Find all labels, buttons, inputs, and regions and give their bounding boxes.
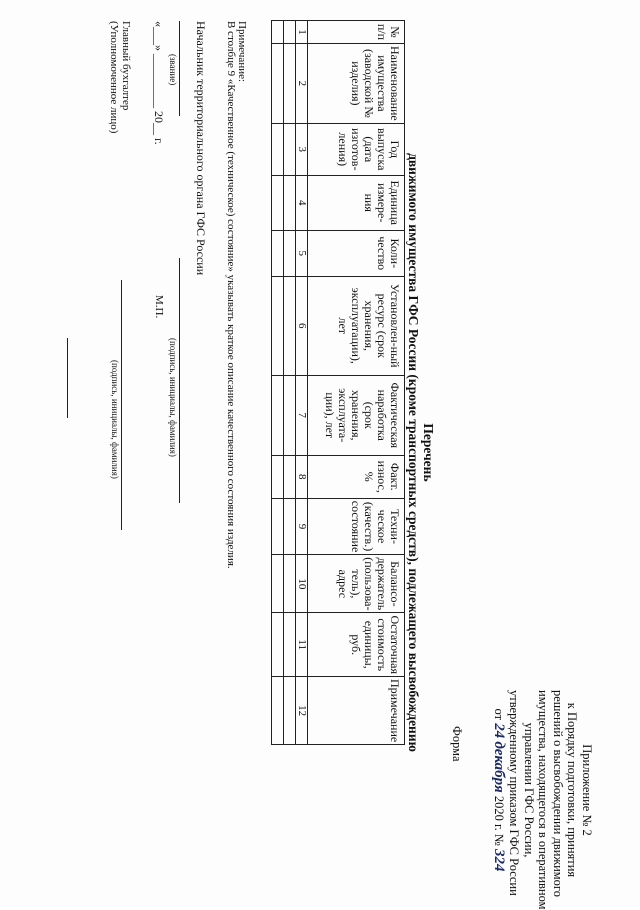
appendix-line: утвержденному приказом ГФС России xyxy=(507,690,522,896)
table-cell xyxy=(284,230,296,276)
table-cell xyxy=(272,44,284,124)
table-header-row xyxy=(308,21,405,745)
handwritten-order-number: 324 xyxy=(491,848,508,872)
table-cell xyxy=(272,555,284,613)
column-number-row xyxy=(296,21,308,745)
appendix-line: имущества, находящегося в оперативном xyxy=(536,690,551,910)
table-cell xyxy=(284,498,296,555)
table-cell xyxy=(284,613,296,676)
column-header: Балансо-держатель (пользова-тель), адрес xyxy=(308,555,405,613)
column-number: 6 xyxy=(296,276,308,375)
rank-line xyxy=(179,21,180,116)
column-number: 7 xyxy=(296,375,308,455)
column-number: 12 xyxy=(296,676,308,744)
table-cell xyxy=(272,21,284,44)
column-header: Техни-ческое (качеств.) состояние xyxy=(308,498,405,555)
table-cell xyxy=(284,44,296,124)
table-cell xyxy=(284,676,296,744)
column-number: 4 xyxy=(296,175,308,230)
column-header: Фактическая наработка (срок хранения, эксплуата-ции), лет xyxy=(308,375,405,455)
date-year: 2020 г. № xyxy=(492,795,507,846)
table-cell xyxy=(272,455,284,498)
column-number: 5 xyxy=(296,230,308,276)
property-table xyxy=(271,20,405,745)
column-header: Остаточная стоимость единицы, руб. xyxy=(308,613,405,676)
column-number: 10 xyxy=(296,555,308,613)
appendix-line: к Порядку подготовки, принятия xyxy=(565,702,580,878)
table-cell xyxy=(272,613,284,676)
signature-line xyxy=(179,258,180,503)
order-date-line xyxy=(492,690,507,890)
accountant-title: Главный бухгалтер xyxy=(120,21,132,111)
accountant-signature-line xyxy=(121,280,122,530)
table-cell xyxy=(284,555,296,613)
table-cell xyxy=(284,175,296,230)
table-cell xyxy=(284,21,296,44)
accountant-subtitle: (Уполномоченное лицо) xyxy=(108,21,120,134)
handwritten-month: декабря xyxy=(491,741,508,793)
column-number: 11 xyxy=(296,613,308,676)
column-header: Наименование имущества (заводской № изделия) xyxy=(308,44,405,124)
column-number: 8 xyxy=(296,455,308,498)
table-cell xyxy=(272,276,284,375)
table-cell xyxy=(272,175,284,230)
column-number: 2 xyxy=(296,44,308,124)
table-cell xyxy=(272,498,284,555)
table-cell xyxy=(272,230,284,276)
note-text: В столбце 9 «Качественное (техническое) состояние» указывать краткое описание качественного состояния изделия. xyxy=(225,21,237,569)
column-number: 1 xyxy=(296,21,308,44)
table-cell xyxy=(272,375,284,455)
column-header: Примечание xyxy=(308,676,405,744)
column-header: Установлен-ный ресурс (срок хранения, эксплуатации), лет xyxy=(308,276,405,375)
document-title: Перечень xyxy=(421,423,436,482)
date-prefix: от xyxy=(492,708,507,721)
chief-title: Начальник территориального органа ГФС России xyxy=(194,21,208,276)
signature-caption: (подпись, инициалы, фамилия) xyxy=(110,360,120,479)
column-number: 3 xyxy=(296,123,308,175)
table-cell xyxy=(284,375,296,455)
table-row xyxy=(284,21,296,745)
table-cell xyxy=(284,276,296,375)
table-cell xyxy=(272,676,284,744)
column-number: 9 xyxy=(296,498,308,555)
note-label: Примечание: xyxy=(236,21,248,83)
column-header: Факт. износ, % xyxy=(308,455,405,498)
handwritten-day: 24 xyxy=(491,723,508,739)
document-subtitle: движимого имущества ГФС России (кроме транспортных средств), подлежащего высвобождению xyxy=(406,153,421,752)
rank-caption: (звание) xyxy=(168,54,178,86)
column-header: Коли-чество xyxy=(308,230,405,276)
closing-line xyxy=(67,338,68,418)
appendix-block xyxy=(491,690,594,910)
table-cell xyxy=(284,455,296,498)
appendix-line: управлении ГФС России, xyxy=(521,722,536,858)
stamp-place: М.П. xyxy=(153,295,165,319)
form-label: Форма xyxy=(450,726,464,762)
table-cell xyxy=(284,123,296,175)
signature-caption: (подпись, инициалы, фамилия) xyxy=(168,338,178,457)
date-line: «___» _________ 20__ г. xyxy=(152,21,166,145)
appendix-line: Приложение № 2 xyxy=(580,744,594,836)
column-header: Год выпуска (дата изготов-ления) xyxy=(308,123,405,175)
appendix-line: решений о высвобождении движимого xyxy=(550,690,565,897)
table-row xyxy=(272,21,284,745)
column-header: № п/п xyxy=(308,21,405,44)
column-header: Единица измере-ния xyxy=(308,175,405,230)
table-cell xyxy=(272,123,284,175)
